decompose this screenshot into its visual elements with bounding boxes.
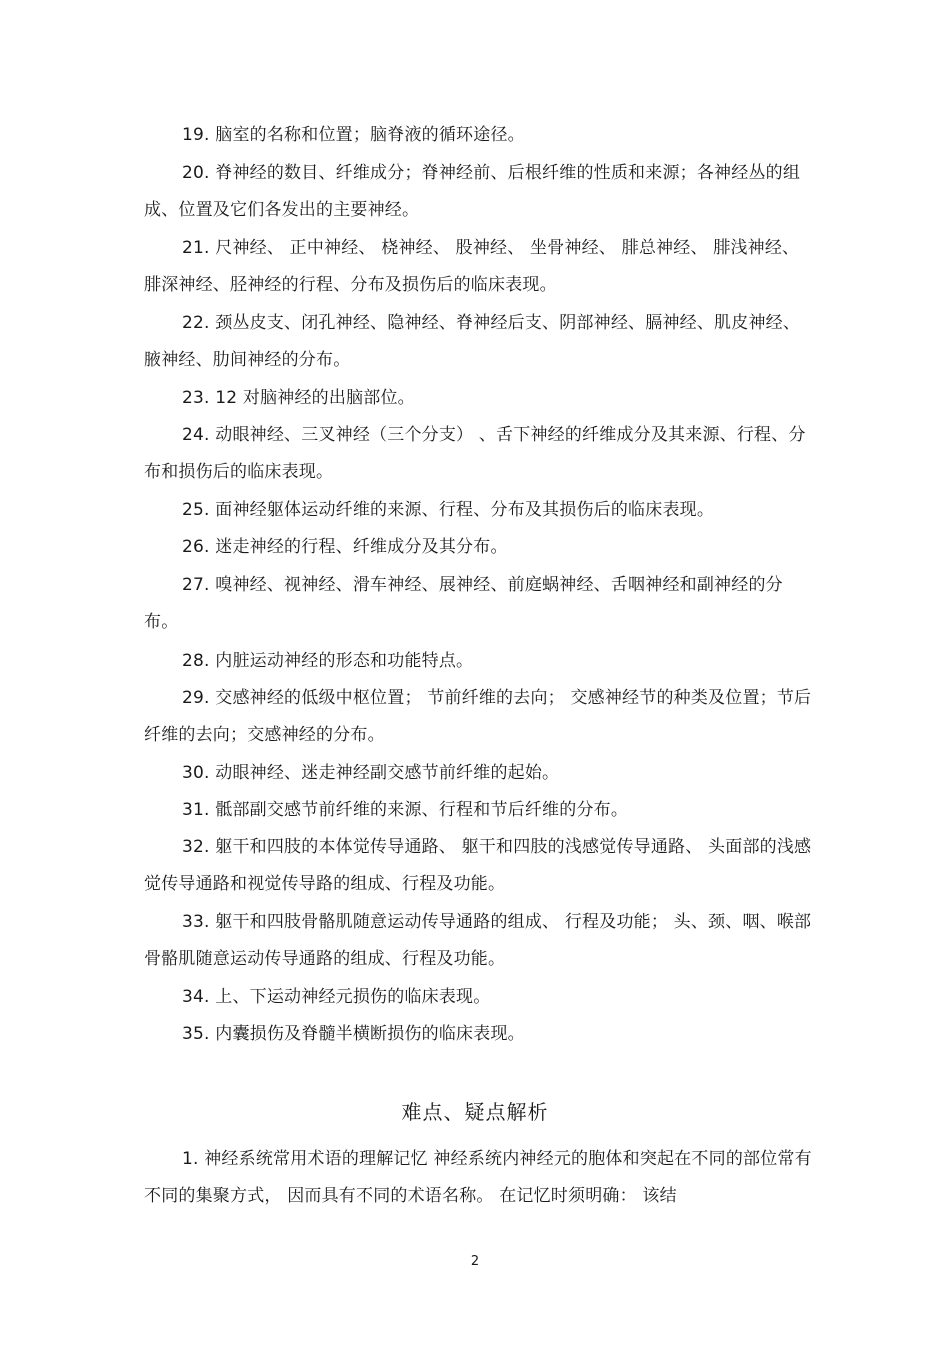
list-item: 23. 12 对脑神经的出脑部位。	[182, 388, 415, 408]
section-heading: 难点、疑点解析	[401, 1100, 549, 1124]
list-item: 28. 内脏运动神经的形态和功能特点。	[182, 651, 474, 671]
list-item: 24. 动眼神经、三叉神经（三个分支） 、舌下神经的纤维成分及其来源、行程、分布和损伤后的临床表现。	[144, 425, 806, 482]
list-item: 35. 内囊损伤及脊髓半横断损伤的临床表现。	[182, 1024, 525, 1044]
list-item: 25. 面神经躯体运动纤维的来源、行程、分布及其损伤后的临床表现。	[182, 500, 715, 520]
list-item: 26. 迷走神经的行程、纤维成分及其分布。	[182, 537, 508, 557]
list-item: 22. 颈丛皮支、闭孔神经、隐神经、脊神经后支、阴部神经、膈神经、肌皮神经、腋神经、肋间神经的分布。	[144, 313, 801, 370]
list-item: 20. 脊神经的数目、纤维成分；脊神经前、后根纤维的性质和来源；各神经丛的组成、位置及它们各发出的主要神经。	[144, 163, 801, 220]
list-item: 21. 尺神经、 正中神经、 桡神经、 股神经、 坐骨神经、 腓总神经、 腓浅神经、腓深神经、胫神经的行程、分布及损伤后的临床表现。	[144, 238, 800, 295]
section-paragraph: 1. 神经系统常用术语的理解记忆 神经系统内神经元的胞体和突起在不同的部位常有不同的集聚方式， 因而具有不同的术语名称。 在记忆时须明确： 该结	[144, 1149, 812, 1206]
list-item: 19. 脑室的名称和位置；脑脊液的循环途径。	[182, 125, 525, 145]
page-number: 2	[470, 1254, 480, 1269]
list-item: 29. 交感神经的低级中枢位置； 节前纤维的去向； 交感神经节的种类及位置；节后纤维的去向；交感神经的分布。	[144, 688, 812, 745]
list-item: 31. 骶部副交感节前纤维的来源、行程和节后纤维的分布。	[182, 800, 629, 820]
list-item: 33. 躯干和四肢骨骼肌随意运动传导通路的组成、 行程及功能； 头、颈、咽、喉部骨骼肌随意运动传导通路的组成、行程及功能。	[144, 912, 812, 969]
list-item: 30. 动眼神经、迷走神经副交感节前纤维的起始。	[182, 763, 560, 783]
list-item: 27. 嗅神经、视神经、滑车神经、展神经、前庭蜗神经、舌咽神经和副神经的分布。	[144, 575, 783, 632]
list-item: 32. 躯干和四肢的本体觉传导通路、 躯干和四肢的浅感觉传导通路、 头面部的浅感觉传导通路和视觉传导路的组成、行程及功能。	[144, 837, 812, 894]
list-item: 34. 上、下运动神经元损伤的临床表现。	[182, 987, 491, 1007]
